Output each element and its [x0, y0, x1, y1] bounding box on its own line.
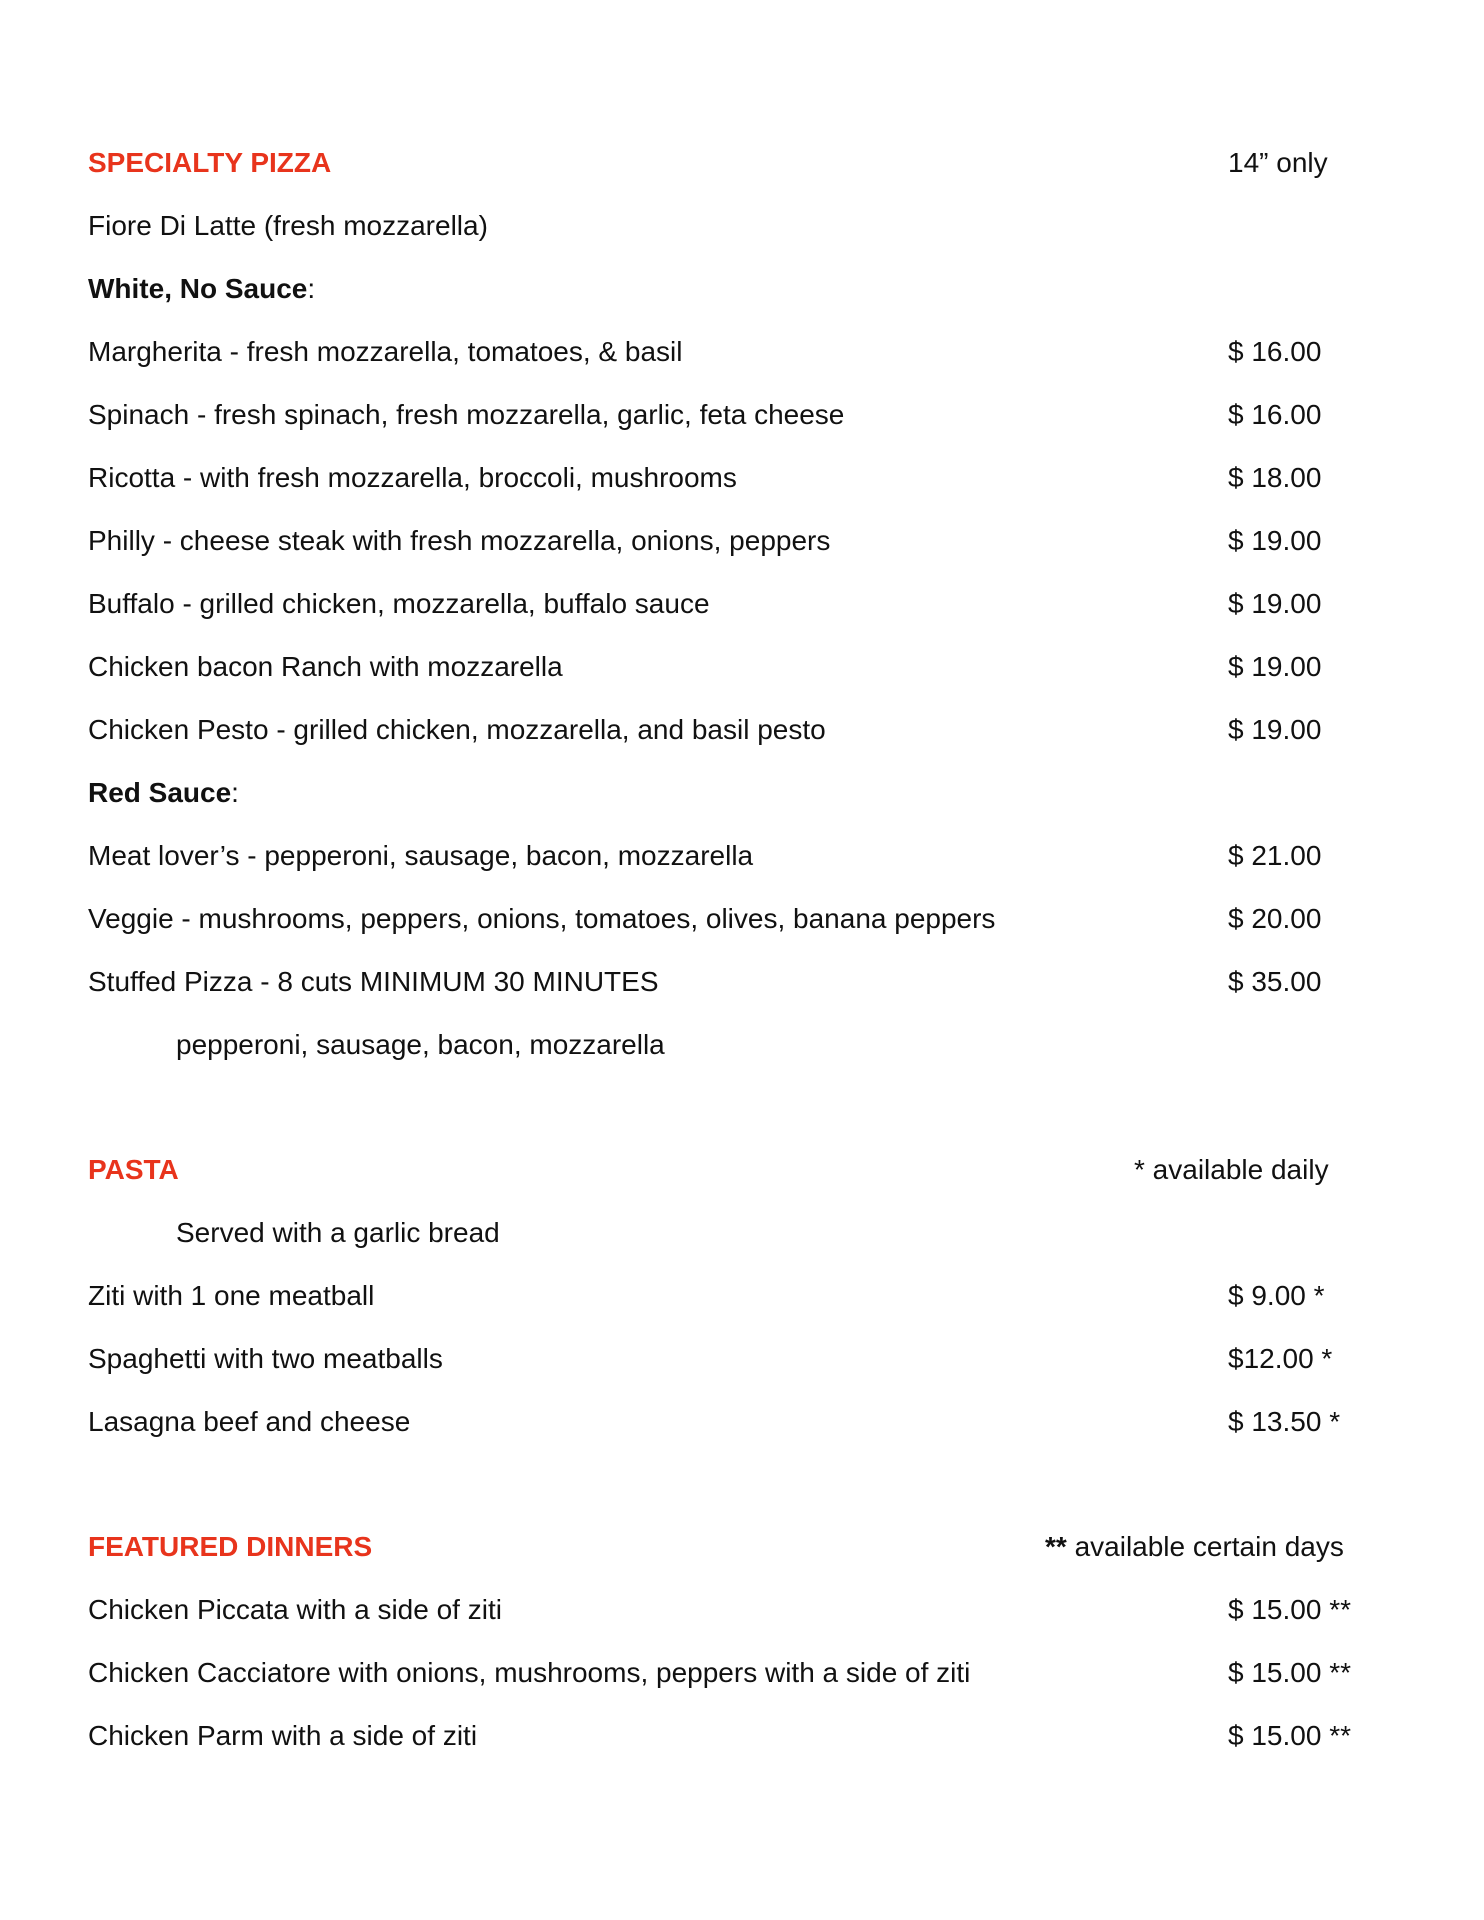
- subheading-white-no-sauce: [88, 269, 1408, 309]
- item-name: Philly - cheese steak with fresh mozzarella, onions, peppers: [88, 525, 831, 556]
- intro-text: Fiore Di Latte (fresh mozzarella): [88, 210, 488, 241]
- section-title-featured-dinners: FEATURED DINNERS: [88, 1531, 373, 1562]
- item-price: $ 19.00: [1228, 525, 1322, 556]
- menu-item: [88, 1276, 1408, 1316]
- item-name: Chicken Piccata with a side of ziti: [88, 1594, 502, 1625]
- size-note: 14” only: [1228, 147, 1328, 178]
- item-price: $ 18.00: [1228, 462, 1322, 493]
- item-name: Stuffed Pizza - 8 cuts MINIMUM 30 MINUTES: [88, 966, 659, 997]
- availability-text: available certain days: [1066, 1531, 1344, 1562]
- menu-item: [88, 584, 1408, 624]
- item-price: $ 19.00: [1228, 651, 1322, 682]
- stuffed-pizza-detail: pepperoni, sausage, bacon, mozzarella: [176, 1029, 665, 1060]
- section-title-pasta: PASTA: [88, 1154, 179, 1185]
- item-name: Chicken Pesto - grilled chicken, mozzarella, and basil pesto: [88, 714, 826, 745]
- menu-item: [88, 962, 1408, 1002]
- item-price: $ 20.00: [1228, 903, 1322, 934]
- item-price: $ 15.00 **: [1228, 1720, 1351, 1751]
- item-name: Veggie - mushrooms, peppers, onions, tomatoes, olives, banana peppers: [88, 903, 996, 934]
- pasta-header: [88, 1150, 1408, 1190]
- item-name: Margherita - fresh mozzarella, tomatoes, & basil: [88, 336, 683, 367]
- menu-item: [88, 458, 1408, 498]
- item-price: $ 15.00 **: [1228, 1594, 1351, 1625]
- menu-item: [88, 899, 1408, 939]
- subheading-colon: :: [307, 273, 316, 304]
- availability-note: [1045, 1527, 1344, 1567]
- item-price: $ 16.00: [1228, 399, 1322, 430]
- item-name: Chicken bacon Ranch with mozzarella: [88, 651, 563, 682]
- menu-item: [88, 395, 1408, 435]
- subheading-red-sauce: [88, 773, 1408, 813]
- menu-item: [88, 1653, 1408, 1693]
- item-name: Chicken Parm with a side of ziti: [88, 1720, 478, 1751]
- availability-stars: **: [1045, 1531, 1067, 1562]
- menu-item: [88, 521, 1408, 561]
- intro-text: Served with a garlic bread: [176, 1217, 500, 1248]
- item-price: $ 15.00 **: [1228, 1657, 1351, 1688]
- item-price: $ 19.00: [1228, 714, 1322, 745]
- item-price: $ 9.00 *: [1228, 1280, 1325, 1311]
- item-name: Spaghetti with two meatballs: [88, 1343, 443, 1374]
- item-price: $ 13.50 *: [1228, 1406, 1341, 1437]
- section-title-specialty-pizza: SPECIALTY PIZZA: [88, 147, 332, 178]
- specialty-pizza-header: [88, 143, 1408, 183]
- item-price: $12.00 *: [1228, 1343, 1333, 1374]
- menu-item: [88, 1716, 1408, 1756]
- item-name: Chicken Cacciatore with onions, mushrooms, peppers with a side of ziti: [88, 1657, 971, 1688]
- item-name: Lasagna beef and cheese: [88, 1406, 411, 1437]
- subheading-label: White, No Sauce: [88, 273, 308, 304]
- item-name: Ricotta - with fresh mozzarella, broccoli, mushrooms: [88, 462, 737, 493]
- featured-dinners-header: [88, 1527, 1408, 1567]
- item-name: Spinach - fresh spinach, fresh mozzarella, garlic, feta cheese: [88, 399, 845, 430]
- menu-item: [88, 647, 1408, 687]
- subheading-colon: :: [231, 777, 239, 808]
- menu-item: [88, 836, 1408, 876]
- item-price: $ 16.00: [1228, 336, 1322, 367]
- item-price: $ 21.00: [1228, 840, 1322, 871]
- availability-note: * available daily: [1134, 1154, 1329, 1185]
- item-name: Meat lover’s - pepperoni, sausage, bacon, mozzarella: [88, 840, 754, 871]
- pasta-intro: [88, 1213, 1408, 1253]
- item-name: Buffalo - grilled chicken, mozzarella, buffalo sauce: [88, 588, 710, 619]
- item-detail: [88, 1025, 1408, 1065]
- item-price: $ 19.00: [1228, 588, 1322, 619]
- menu-item: [88, 1402, 1408, 1442]
- menu-item: [88, 332, 1408, 372]
- subheading-label: Red Sauce: [88, 777, 232, 808]
- specialty-intro: [88, 206, 1408, 246]
- menu-item: [88, 1590, 1408, 1630]
- menu-item: [88, 710, 1408, 750]
- item-price: $ 35.00: [1228, 966, 1322, 997]
- item-name: Ziti with 1 one meatball: [88, 1280, 375, 1311]
- menu-item: [88, 1339, 1408, 1379]
